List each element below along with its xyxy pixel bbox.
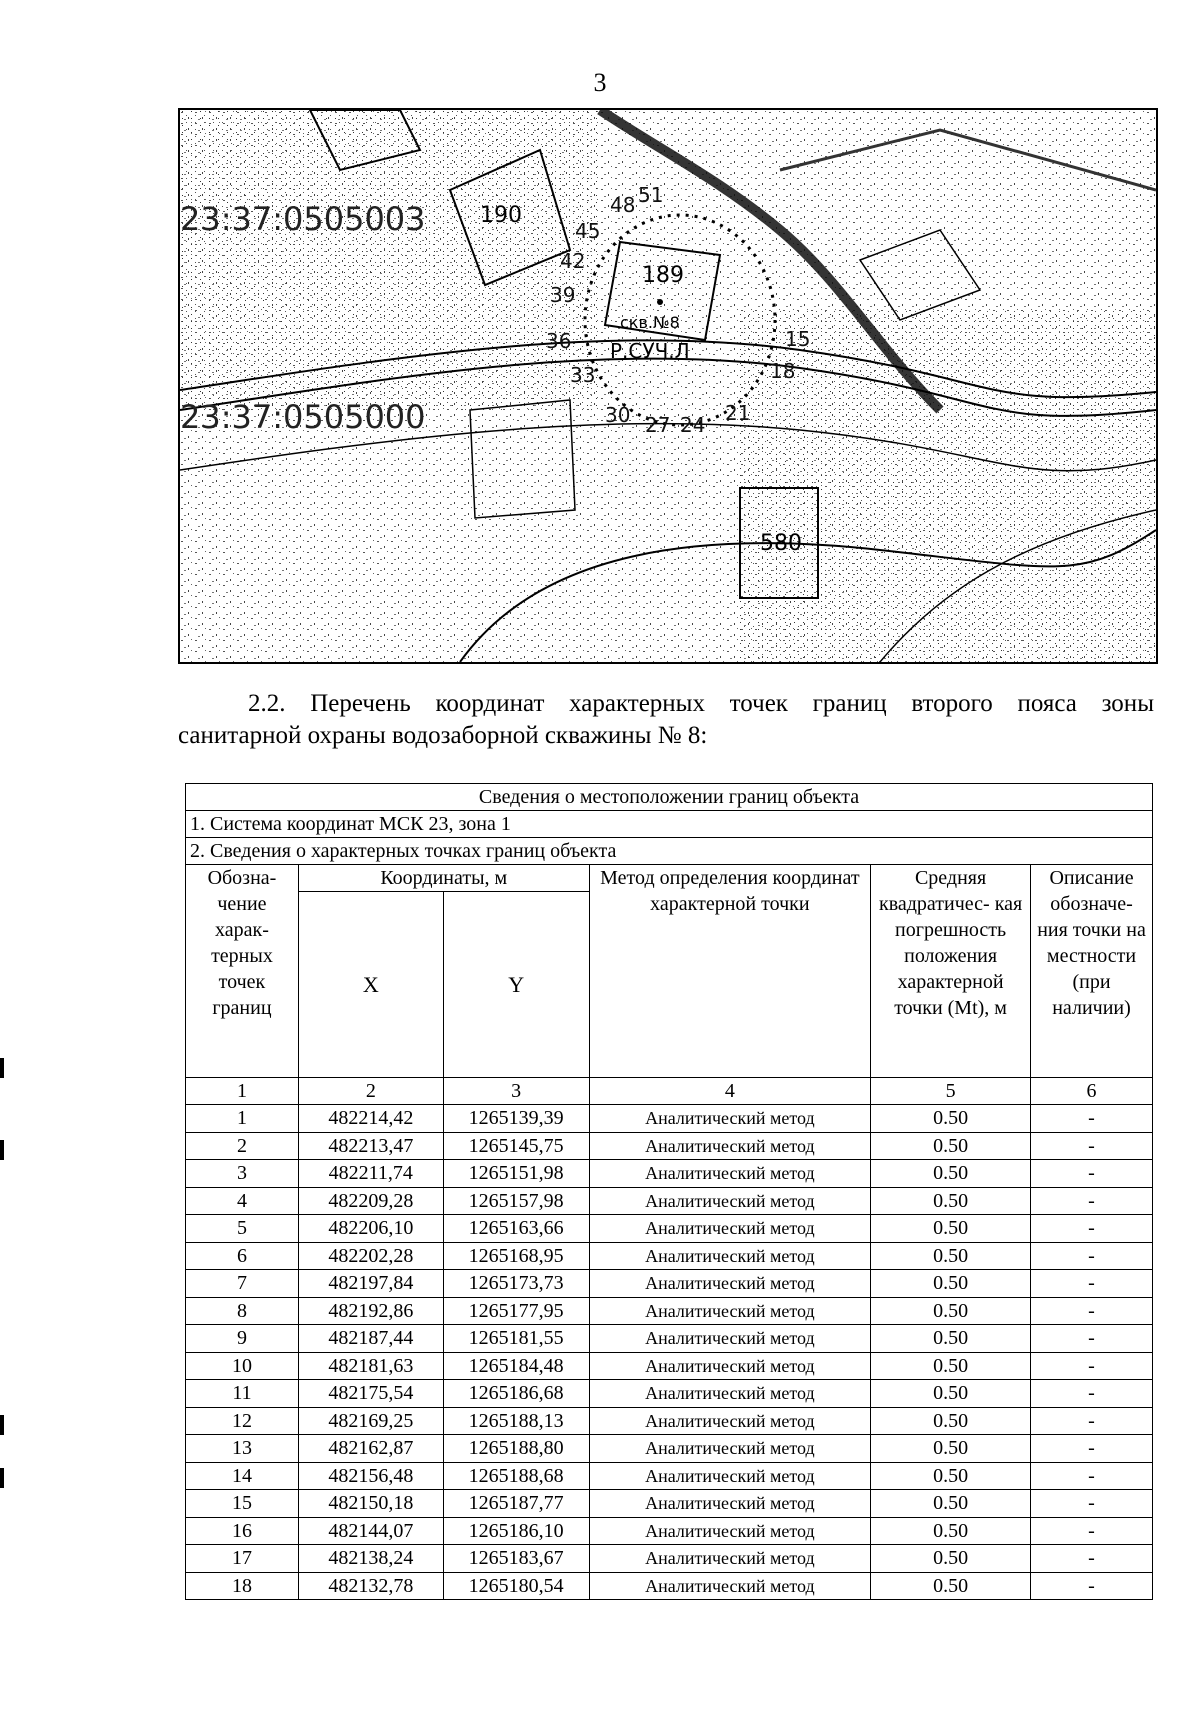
method-cell: Аналитический метод <box>589 1352 871 1380</box>
coord-y: 1265184,48 <box>443 1352 589 1380</box>
coord-y: 1265186,68 <box>443 1380 589 1408</box>
error-cell: 0.50 <box>871 1160 1031 1188</box>
point-label: 48 <box>610 193 636 217</box>
coord-y: 1265163,66 <box>443 1215 589 1243</box>
coord-y: 1265173,73 <box>443 1270 589 1298</box>
point-number: 6 <box>186 1242 299 1270</box>
point-number: 13 <box>186 1435 299 1463</box>
point-label: 51 <box>638 183 664 207</box>
table-row <box>186 1215 1153 1243</box>
coord-y: 1265157,98 <box>443 1187 589 1215</box>
error-cell: 0.50 <box>871 1242 1031 1270</box>
coord-x: 482211,74 <box>298 1160 443 1188</box>
column-number: 4 <box>589 1078 871 1105</box>
header-x: X <box>298 892 443 1078</box>
error-cell: 0.50 <box>871 1132 1031 1160</box>
header-designation: Обозна- чение харак- терных точек границ <box>186 865 299 1078</box>
method-cell: Аналитический метод <box>589 1187 871 1215</box>
point-number: 12 <box>186 1407 299 1435</box>
table-title: Сведения о местоположении границ объекта <box>186 784 1153 811</box>
point-label: 15 <box>785 327 811 351</box>
caption-line-1: 2.2. Перечень координат характерных точек границ второго пояса зоны <box>248 690 1154 717</box>
point-label: 27 <box>645 413 671 437</box>
coord-x: 482162,87 <box>298 1435 443 1463</box>
road-label: Р.СУЧ.Л <box>610 339 690 363</box>
table-row <box>186 1105 1153 1133</box>
coord-y: 1265145,75 <box>443 1132 589 1160</box>
point-number: 3 <box>186 1160 299 1188</box>
coord-y: 1265183,67 <box>443 1545 589 1573</box>
error-cell: 0.50 <box>871 1572 1031 1600</box>
coord-x: 482213,47 <box>298 1132 443 1160</box>
error-cell: 0.50 <box>871 1380 1031 1408</box>
table-row <box>186 1435 1153 1463</box>
point-label: 36 <box>546 329 572 353</box>
point-label: 24 <box>680 413 706 437</box>
point-label: 42 <box>560 249 586 273</box>
method-cell: Аналитический метод <box>589 1572 871 1600</box>
table-row <box>186 1270 1153 1298</box>
method-cell: Аналитический метод <box>589 1105 871 1133</box>
coord-x: 482206,10 <box>298 1215 443 1243</box>
coord-x: 482156,48 <box>298 1462 443 1490</box>
error-cell: 0.50 <box>871 1187 1031 1215</box>
error-cell: 0.50 <box>871 1517 1031 1545</box>
table-row <box>186 1380 1153 1408</box>
coord-y: 1265177,95 <box>443 1297 589 1325</box>
method-cell: Аналитический метод <box>589 1462 871 1490</box>
method-cell: Аналитический метод <box>589 1270 871 1298</box>
table-row <box>186 1407 1153 1435</box>
method-cell: Аналитический метод <box>589 1435 871 1463</box>
column-number: 5 <box>871 1078 1031 1105</box>
method-cell: Аналитический метод <box>589 1407 871 1435</box>
column-number: 3 <box>443 1078 589 1105</box>
table-body <box>186 1105 1153 1600</box>
method-cell: Аналитический метод <box>589 1297 871 1325</box>
method-cell: Аналитический метод <box>589 1325 871 1353</box>
table-row <box>186 1517 1153 1545</box>
description-cell: - <box>1031 1407 1153 1435</box>
method-cell: Аналитический метод <box>589 1215 871 1243</box>
table-row <box>186 1352 1153 1380</box>
caption-line-2: санитарной охраны водозаборной скважины № 8: <box>178 722 708 749</box>
scan-edge-mark <box>0 1058 4 1078</box>
method-cell: Аналитический метод <box>589 1242 871 1270</box>
point-number: 5 <box>186 1215 299 1243</box>
coord-y: 1265188,13 <box>443 1407 589 1435</box>
column-number: 6 <box>1031 1078 1153 1105</box>
coord-y: 1265187,77 <box>443 1490 589 1518</box>
error-cell: 0.50 <box>871 1352 1031 1380</box>
description-cell: - <box>1031 1490 1153 1518</box>
point-label: 30 <box>605 403 631 427</box>
coord-x: 482197,84 <box>298 1270 443 1298</box>
column-numbers-row <box>186 1078 1153 1105</box>
table-row <box>186 1187 1153 1215</box>
description-cell: - <box>1031 1352 1153 1380</box>
description-cell: - <box>1031 1545 1153 1573</box>
error-cell: 0.50 <box>871 1490 1031 1518</box>
description-cell: - <box>1031 1297 1153 1325</box>
well-label: скв.№8 <box>620 313 680 332</box>
section-heading: 2. Сведения о характерных точках границ объекта <box>186 838 1153 865</box>
method-cell: Аналитический метод <box>589 1132 871 1160</box>
point-label: 18 <box>770 359 796 383</box>
point-number: 16 <box>186 1517 299 1545</box>
table-row <box>186 1160 1153 1188</box>
table-row <box>186 1572 1153 1600</box>
parcel-label-190: 190 <box>480 203 522 228</box>
column-number: 1 <box>186 1078 299 1105</box>
error-cell: 0.50 <box>871 1297 1031 1325</box>
description-cell: - <box>1031 1435 1153 1463</box>
coord-y: 1265186,10 <box>443 1517 589 1545</box>
cadastral-map <box>178 108 1158 664</box>
point-label: 39 <box>550 283 576 307</box>
point-label: 21 <box>725 401 751 425</box>
error-cell: 0.50 <box>871 1215 1031 1243</box>
well-marker <box>657 299 663 305</box>
point-number: 2 <box>186 1132 299 1160</box>
coord-x: 482192,86 <box>298 1297 443 1325</box>
parcel-label-580: 580 <box>760 531 802 556</box>
table-row <box>186 1132 1153 1160</box>
point-number: 11 <box>186 1380 299 1408</box>
point-number: 15 <box>186 1490 299 1518</box>
column-number: 2 <box>298 1078 443 1105</box>
point-number: 10 <box>186 1352 299 1380</box>
description-cell: - <box>1031 1270 1153 1298</box>
coord-y: 1265188,80 <box>443 1435 589 1463</box>
table-row <box>186 1297 1153 1325</box>
error-cell: 0.50 <box>871 1407 1031 1435</box>
description-cell: - <box>1031 1187 1153 1215</box>
table-row <box>186 1242 1153 1270</box>
description-cell: - <box>1031 1380 1153 1408</box>
description-cell: - <box>1031 1462 1153 1490</box>
coord-x: 482150,18 <box>298 1490 443 1518</box>
description-cell: - <box>1031 1517 1153 1545</box>
error-cell: 0.50 <box>871 1105 1031 1133</box>
error-cell: 0.50 <box>871 1435 1031 1463</box>
cadastral-label-top: 23:37:0505003 <box>180 200 426 238</box>
header-description: Описание обозначе- ния точки на местности (при наличии) <box>1031 865 1153 1078</box>
header-method: Метод определения координат характерной точки <box>589 865 871 1078</box>
section-caption <box>178 688 1154 752</box>
coord-y: 1265181,55 <box>443 1325 589 1353</box>
coord-x: 482202,28 <box>298 1242 443 1270</box>
coord-y: 1265188,68 <box>443 1462 589 1490</box>
method-cell: Аналитический метод <box>589 1380 871 1408</box>
point-number: 17 <box>186 1545 299 1573</box>
coord-y: 1265151,98 <box>443 1160 589 1188</box>
point-label: 45 <box>575 219 601 243</box>
error-cell: 0.50 <box>871 1545 1031 1573</box>
coord-x: 482144,07 <box>298 1517 443 1545</box>
method-cell: Аналитический метод <box>589 1490 871 1518</box>
coord-x: 482181,63 <box>298 1352 443 1380</box>
point-number: 9 <box>186 1325 299 1353</box>
coord-x: 482209,28 <box>298 1187 443 1215</box>
point-number: 18 <box>186 1572 299 1600</box>
error-cell: 0.50 <box>871 1325 1031 1353</box>
parcel-label-189: 189 <box>642 263 684 288</box>
error-cell: 0.50 <box>871 1270 1031 1298</box>
coord-x: 482175,54 <box>298 1380 443 1408</box>
point-number: 14 <box>186 1462 299 1490</box>
table-row <box>186 1490 1153 1518</box>
description-cell: - <box>1031 1242 1153 1270</box>
page-number: 3 <box>593 68 607 97</box>
point-label: 33 <box>570 363 596 387</box>
header-error: Средняя квадратичес- кая погрешность положения характерной точки (Mt), м <box>871 865 1031 1078</box>
scan-edge-mark <box>0 1415 4 1435</box>
method-cell: Аналитический метод <box>589 1517 871 1545</box>
coord-x: 482132,78 <box>298 1572 443 1600</box>
description-cell: - <box>1031 1132 1153 1160</box>
point-number: 8 <box>186 1297 299 1325</box>
coord-y: 1265180,54 <box>443 1572 589 1600</box>
error-cell: 0.50 <box>871 1462 1031 1490</box>
coordinate-system: 1. Система координат МСК 23, зона 1 <box>186 811 1153 838</box>
description-cell: - <box>1031 1325 1153 1353</box>
cadastral-label-bottom: 23:37:0505000 <box>180 398 426 436</box>
point-number: 1 <box>186 1105 299 1133</box>
method-cell: Аналитический метод <box>589 1545 871 1573</box>
table-row <box>186 1325 1153 1353</box>
coord-x: 482169,25 <box>298 1407 443 1435</box>
description-cell: - <box>1031 1215 1153 1243</box>
table-row <box>186 1462 1153 1490</box>
coord-x: 482187,44 <box>298 1325 443 1353</box>
point-number: 4 <box>186 1187 299 1215</box>
scan-edge-mark <box>0 1140 4 1160</box>
method-cell: Аналитический метод <box>589 1160 871 1188</box>
coord-x: 482214,42 <box>298 1105 443 1133</box>
coord-x: 482138,24 <box>298 1545 443 1573</box>
coord-y: 1265168,95 <box>443 1242 589 1270</box>
coordinates-table <box>185 783 1153 1600</box>
header-y: Y <box>443 892 589 1078</box>
header-coordinates: Координаты, м <box>298 865 589 892</box>
scan-edge-mark <box>0 1468 4 1488</box>
table-row <box>186 1545 1153 1573</box>
coord-y: 1265139,39 <box>443 1105 589 1133</box>
description-cell: - <box>1031 1105 1153 1133</box>
description-cell: - <box>1031 1160 1153 1188</box>
description-cell: - <box>1031 1572 1153 1600</box>
point-number: 7 <box>186 1270 299 1298</box>
